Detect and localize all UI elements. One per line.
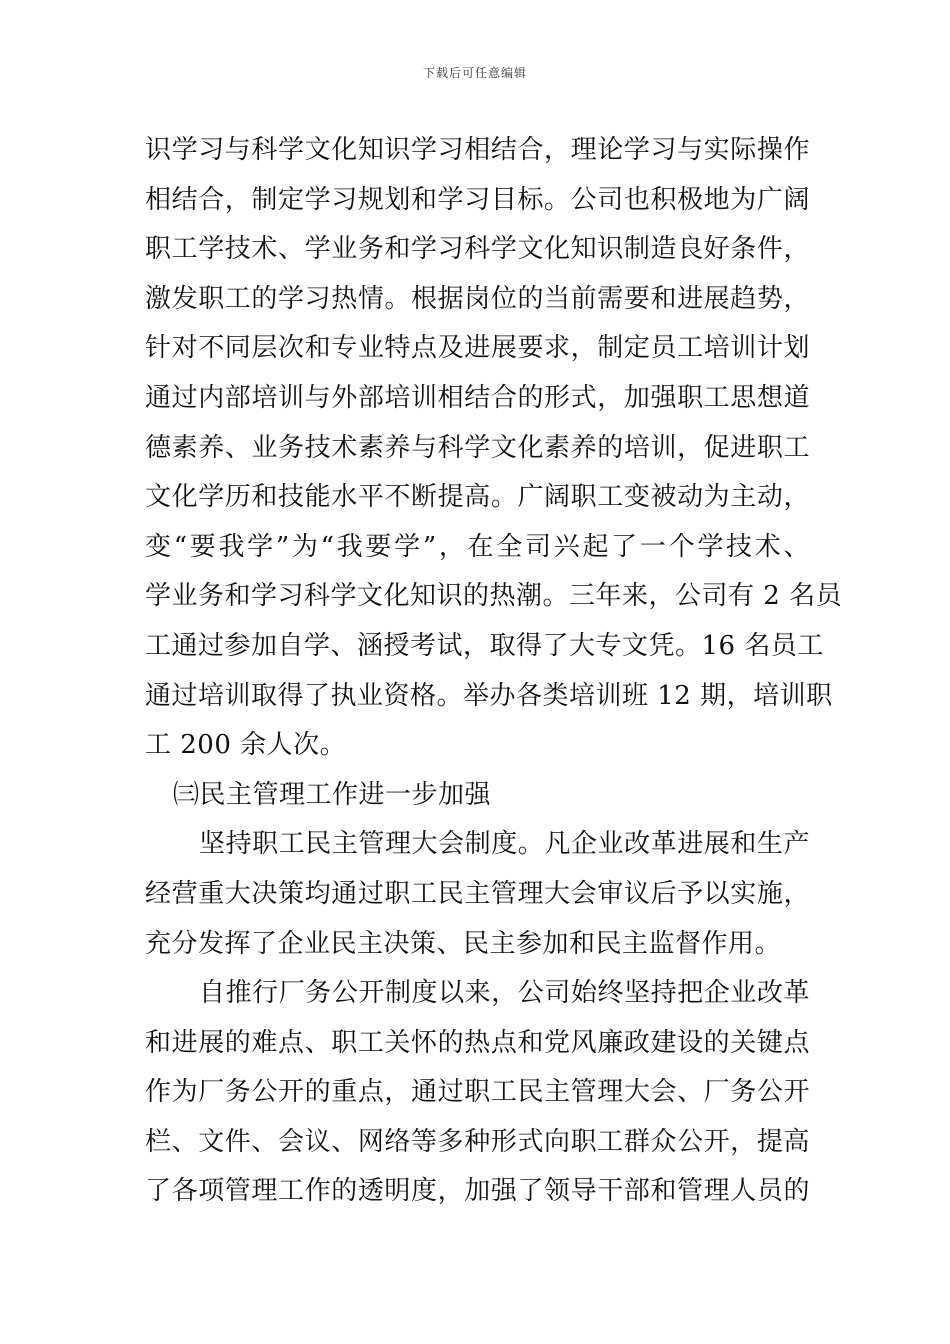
section-heading: ㈢民主管理工作进一步加强 <box>173 779 492 810</box>
body-line: 作为厂务公开的重点，通过职工民主管理大会、厂务公开 <box>145 1077 810 1108</box>
body-line: 栏、文件、会议、网络等多种形式向职工群众公开，提高 <box>145 1126 810 1157</box>
body-line: 通过培训取得了执业资格。举办各类培训班 12 期，培训职 <box>145 680 833 711</box>
body-line: 针对不同层次和专业特点及进展要求，制定员工培训计划 <box>145 333 810 364</box>
body-line: 相结合，制定学习规划和学习目标。公司也积极地为广阔 <box>145 184 810 215</box>
body-line: 变“要我学”为“我要学”，在全司兴起了一个学技术、 <box>145 531 810 562</box>
body-line: 和进展的难点、职工关怀的热点和党风廉政建设的关键点 <box>145 1027 810 1058</box>
body-line: 通过内部培训与外部培训相结合的形式，加强职工思想道 <box>145 382 810 413</box>
body-line: 识学习与科学文化知识学习相结合，理论学习与实际操作 <box>145 135 810 165</box>
body-line: 工 200 余人次。 <box>145 730 347 761</box>
document-body <box>145 126 843 1217</box>
body-line: 学业务和学习科学文化知识的热潮。三年来，公司有 2 名员 <box>145 581 843 612</box>
body-line: 激发职工的学习热情。根据岗位的当前需要和进展趋势， <box>145 283 810 314</box>
body-line: 坚持职工民主管理大会制度。凡企业改革进展和生产 <box>199 829 810 860</box>
body-line: 自推行厂务公开制度以来，公司始终坚持把企业改革 <box>199 978 810 1009</box>
body-line: 充分发挥了企业民主决策、民主参加和民主监督作用。 <box>145 928 782 959</box>
body-line: 德素养、业务技术素养与科学文化素养的培训，促进职工 <box>145 432 810 463</box>
body-line: 文化学历和技能水平不断提高。广阔职工变被动为主动， <box>145 482 810 513</box>
body-line: 工通过参加自学、涵授考试，取得了大专文凭。16 名员工 <box>145 630 824 661</box>
body-line: 经营重大决策均通过职工民主管理大会审议后予以实施， <box>145 878 810 909</box>
body-line: 职工学技术、学业务和学习科学文化知识制造良好条件， <box>145 234 810 265</box>
page-header: 下载后可任意编辑 <box>422 66 527 80</box>
body-line: 了各项管理工作的透明度，加强了领导干部和管理人员的 <box>145 1176 810 1207</box>
